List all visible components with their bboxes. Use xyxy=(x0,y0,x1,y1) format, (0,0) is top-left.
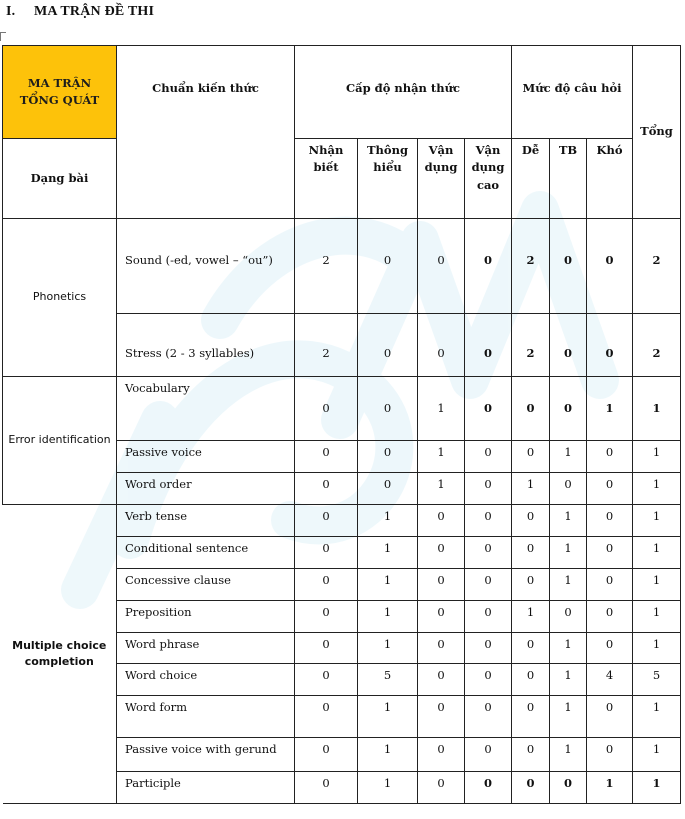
value-cell: 0 xyxy=(418,738,465,772)
value-cell: 5 xyxy=(633,664,681,696)
value-cell: 0 xyxy=(512,664,550,696)
value-cell: 0 xyxy=(358,473,418,505)
value-cell: 1 xyxy=(587,377,633,441)
table-row xyxy=(3,377,681,441)
value-cell: 1 xyxy=(633,633,681,664)
value-cell: 0 xyxy=(465,441,512,473)
value-cell: 0 xyxy=(358,219,418,314)
criterion-label: Passive voice with gerund xyxy=(117,738,295,772)
value-cell: 1 xyxy=(550,696,587,738)
value-cell: 0 xyxy=(465,738,512,772)
table-anchor-marker xyxy=(0,32,6,41)
value-cell: 0 xyxy=(587,441,633,473)
criterion-label: Word form xyxy=(117,696,295,738)
value-cell: 1 xyxy=(587,772,633,804)
value-cell: 0 xyxy=(295,601,358,633)
value-cell: 0 xyxy=(418,314,465,377)
value-cell: 0 xyxy=(550,473,587,505)
value-cell: 0 xyxy=(587,505,633,537)
difficulty-header xyxy=(512,46,633,139)
value-cell: 0 xyxy=(512,537,550,569)
value-cell: 0 xyxy=(512,738,550,772)
cognitive-header xyxy=(295,46,512,139)
question-type-label: Dạng bài xyxy=(30,170,89,185)
value-cell: 0 xyxy=(587,219,633,314)
criterion-label: Word choice xyxy=(117,664,295,696)
matrix-title: MA TRẬN TỔNG QUÁT xyxy=(19,75,100,107)
value-cell: 1 xyxy=(512,473,550,505)
question-type-1: Phonetics xyxy=(3,219,117,377)
value-cell: 1 xyxy=(633,537,681,569)
value-cell: 1 xyxy=(633,696,681,738)
value-cell: 0 xyxy=(550,601,587,633)
total-header xyxy=(633,46,681,219)
value-cell: 0 xyxy=(512,441,550,473)
value-cell: 0 xyxy=(465,473,512,505)
value-cell: 1 xyxy=(358,738,418,772)
value-cell: 0 xyxy=(418,664,465,696)
value-cell: 0 xyxy=(295,633,358,664)
value-cell: 0 xyxy=(295,569,358,601)
criterion-label: Word phrase xyxy=(117,633,295,664)
value-cell: 0 xyxy=(418,772,465,804)
criterion-label: Concessive clause xyxy=(117,569,295,601)
value-cell: 1 xyxy=(418,377,465,441)
value-cell: 1 xyxy=(358,633,418,664)
value-cell: 1 xyxy=(358,505,418,537)
value-cell: 0 xyxy=(418,569,465,601)
value-cell: 0 xyxy=(587,314,633,377)
value-cell: 1 xyxy=(358,772,418,804)
value-cell: 0 xyxy=(418,601,465,633)
value-cell: 0 xyxy=(295,377,358,441)
value-cell: 0 xyxy=(295,696,358,738)
difficulty-header-label: Mức độ câu hỏi xyxy=(522,81,622,95)
cognitive-col-high-application: Vận dụng cao xyxy=(465,139,512,219)
value-cell: 0 xyxy=(465,696,512,738)
value-cell: 2 xyxy=(633,314,681,377)
value-cell: 1 xyxy=(358,696,418,738)
table-row xyxy=(3,219,681,314)
section-title: MA TRẬN ĐỀ THI xyxy=(34,4,155,19)
value-cell: 0 xyxy=(550,314,587,377)
value-cell: 0 xyxy=(550,772,587,804)
total-header-label: Tổng xyxy=(640,124,673,139)
value-cell: 1 xyxy=(358,537,418,569)
cognitive-col-recognition: Nhận biết xyxy=(295,139,358,219)
value-cell: 1 xyxy=(633,601,681,633)
criterion-label: Verb tense xyxy=(117,505,295,537)
value-cell: 0 xyxy=(550,219,587,314)
value-cell: 1 xyxy=(633,441,681,473)
value-cell: 0 xyxy=(295,664,358,696)
value-cell: 0 xyxy=(587,738,633,772)
criterion-label: Stress (2 - 3 syllables) xyxy=(117,314,295,377)
value-cell: 0 xyxy=(295,772,358,804)
section-heading xyxy=(6,4,154,20)
value-cell: 0 xyxy=(358,377,418,441)
value-cell: 0 xyxy=(418,696,465,738)
value-cell: 0 xyxy=(512,377,550,441)
value-cell: 1 xyxy=(633,377,681,441)
value-cell: 2 xyxy=(512,314,550,377)
value-cell: 0 xyxy=(587,473,633,505)
cognitive-col-comprehension: Thông hiểu xyxy=(358,139,418,219)
value-cell: 1 xyxy=(358,569,418,601)
difficulty-col-hard: Khó xyxy=(587,139,633,219)
value-cell: 1 xyxy=(550,505,587,537)
question-type-2: Error identification xyxy=(3,377,117,505)
value-cell: 0 xyxy=(465,569,512,601)
value-cell: 0 xyxy=(512,772,550,804)
criterion-label: Preposition xyxy=(117,601,295,633)
value-cell: 0 xyxy=(358,314,418,377)
value-cell: 0 xyxy=(295,441,358,473)
value-cell: 0 xyxy=(418,219,465,314)
criterion-label: Passive voice xyxy=(117,441,295,473)
value-cell: 0 xyxy=(465,505,512,537)
value-cell: 0 xyxy=(418,633,465,664)
value-cell: 0 xyxy=(512,569,550,601)
value-cell: 0 xyxy=(465,772,512,804)
difficulty-col-medium: TB xyxy=(550,139,587,219)
value-cell: 0 xyxy=(418,537,465,569)
value-cell: 0 xyxy=(587,633,633,664)
knowledge-header-label: Chuẩn kiến thức xyxy=(152,81,259,95)
value-cell: 1 xyxy=(633,505,681,537)
value-cell: 0 xyxy=(295,738,358,772)
cognitive-col-application: Vận dụng xyxy=(418,139,465,219)
criterion-label: Conditional sentence xyxy=(117,537,295,569)
value-cell: 0 xyxy=(465,537,512,569)
value-cell: 0 xyxy=(465,377,512,441)
value-cell: 0 xyxy=(587,601,633,633)
criterion-label: Word order xyxy=(117,473,295,505)
criterion-label: Sound (-ed, vowel – “ou”) xyxy=(117,219,295,314)
value-cell: 1 xyxy=(633,772,681,804)
value-cell: 0 xyxy=(465,314,512,377)
value-cell: 0 xyxy=(295,473,358,505)
value-cell: 1 xyxy=(512,601,550,633)
criterion-label: Participle xyxy=(117,772,295,804)
criterion-label: Vocabulary xyxy=(117,377,295,441)
difficulty-col-easy: Dễ xyxy=(512,139,550,219)
value-cell: 1 xyxy=(418,441,465,473)
value-cell: 1 xyxy=(418,473,465,505)
question-type-header xyxy=(3,139,117,219)
value-cell: 0 xyxy=(550,377,587,441)
value-cell: 0 xyxy=(465,664,512,696)
value-cell: 0 xyxy=(295,505,358,537)
value-cell: 1 xyxy=(550,569,587,601)
value-cell: 0 xyxy=(418,505,465,537)
value-cell: 5 xyxy=(358,664,418,696)
value-cell: 2 xyxy=(633,219,681,314)
table-row xyxy=(3,505,681,537)
value-cell: 1 xyxy=(550,441,587,473)
knowledge-header xyxy=(117,46,295,219)
value-cell: 4 xyxy=(587,664,633,696)
value-cell: 0 xyxy=(512,505,550,537)
value-cell: 0 xyxy=(465,219,512,314)
cognitive-header-label: Cấp độ nhận thức xyxy=(346,81,460,95)
value-cell: 2 xyxy=(295,314,358,377)
value-cell: 1 xyxy=(633,473,681,505)
value-cell: 0 xyxy=(295,537,358,569)
matrix-title-cell xyxy=(3,46,117,139)
value-cell: 0 xyxy=(512,696,550,738)
value-cell: 0 xyxy=(358,441,418,473)
value-cell: 2 xyxy=(512,219,550,314)
value-cell: 0 xyxy=(587,569,633,601)
value-cell: 1 xyxy=(633,569,681,601)
value-cell: 0 xyxy=(587,696,633,738)
value-cell: 0 xyxy=(512,633,550,664)
value-cell: 0 xyxy=(465,601,512,633)
value-cell: 0 xyxy=(465,633,512,664)
value-cell: 1 xyxy=(633,738,681,772)
value-cell: 1 xyxy=(550,537,587,569)
exam-matrix-table xyxy=(2,45,681,804)
value-cell: 2 xyxy=(295,219,358,314)
section-number: I. xyxy=(6,4,16,19)
value-cell: 0 xyxy=(587,537,633,569)
question-type-3: Multiple choice completion xyxy=(3,505,117,804)
value-cell: 1 xyxy=(550,664,587,696)
value-cell: 1 xyxy=(358,601,418,633)
value-cell: 1 xyxy=(550,633,587,664)
value-cell: 1 xyxy=(550,738,587,772)
